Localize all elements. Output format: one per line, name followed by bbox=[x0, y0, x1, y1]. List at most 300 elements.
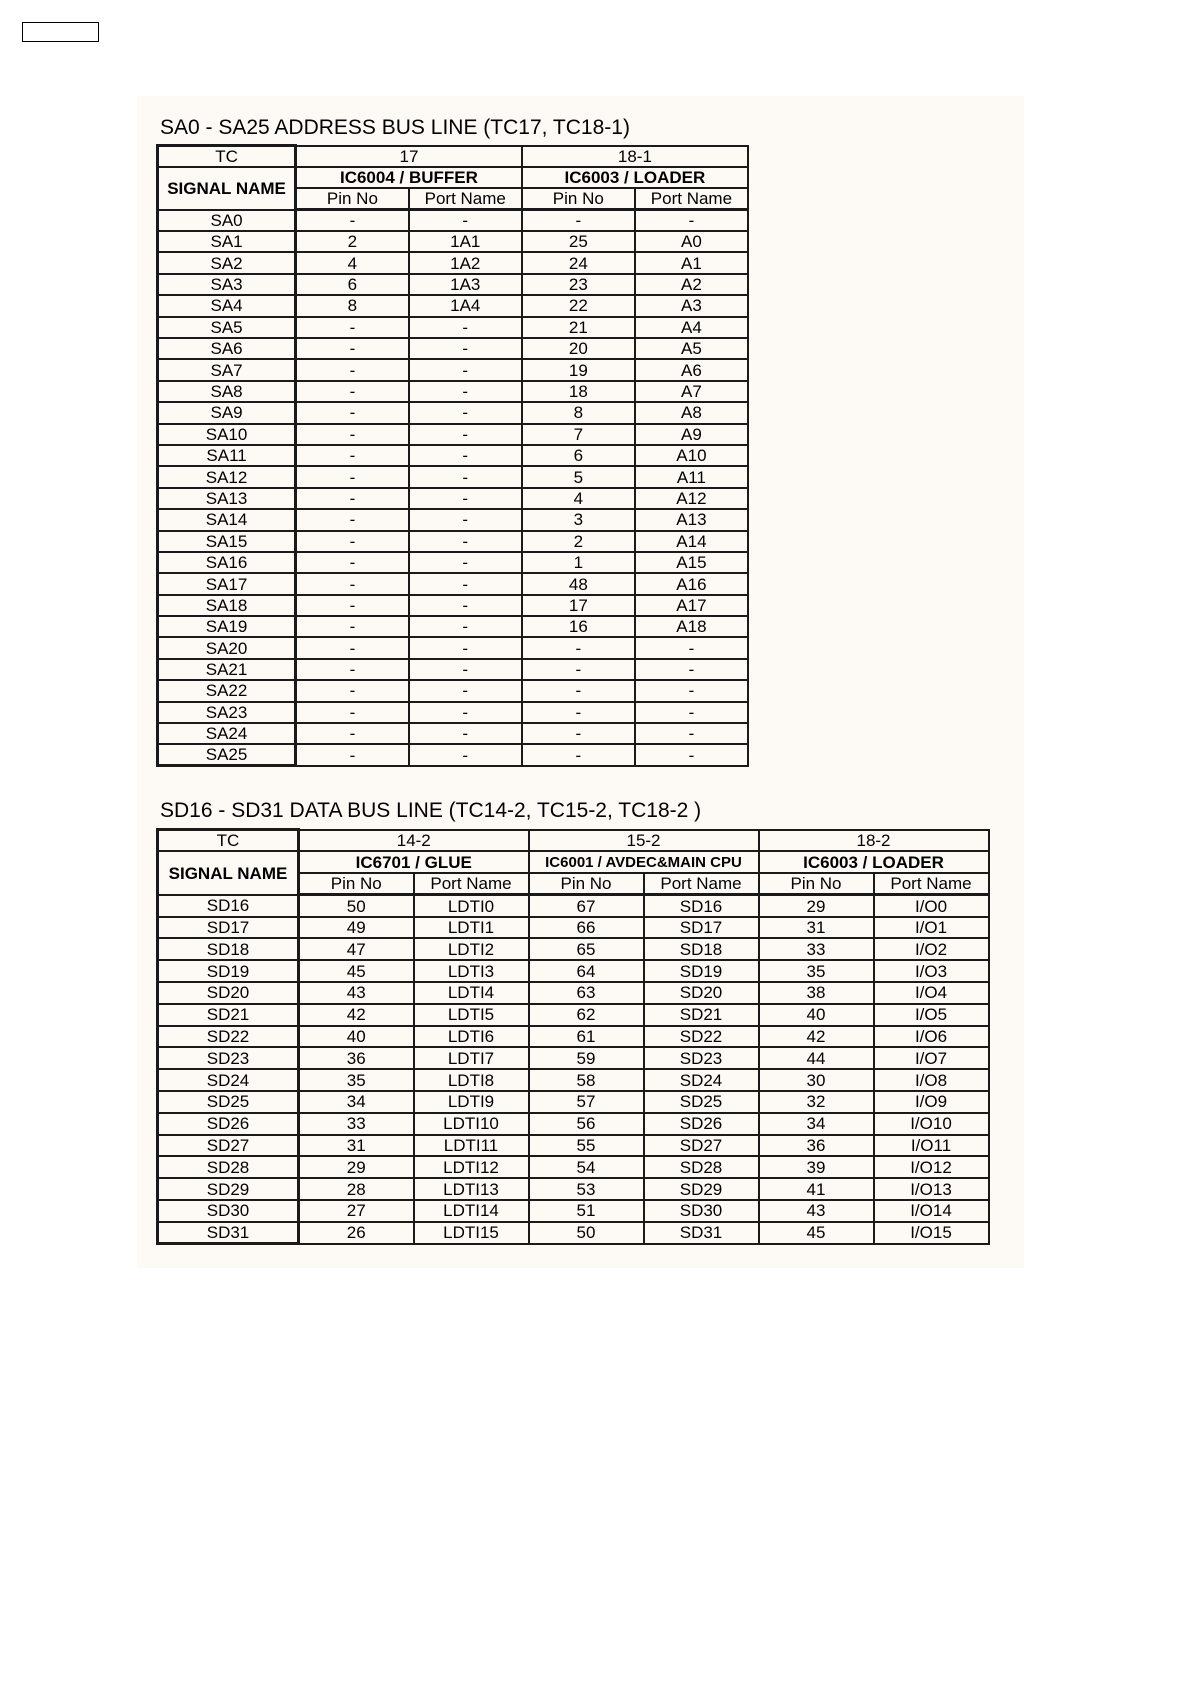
table-row bbox=[158, 1135, 989, 1157]
pin-no-cell: - bbox=[296, 317, 409, 338]
table-row bbox=[158, 466, 749, 487]
signal-name-cell: SA25 bbox=[158, 744, 296, 765]
pin-no-cell: - bbox=[522, 723, 635, 744]
port-name-cell: - bbox=[409, 531, 522, 552]
pin-no-cell: 21 bbox=[522, 317, 635, 338]
tc-value: 15-2 bbox=[529, 830, 759, 852]
pin-no-cell: 45 bbox=[299, 960, 414, 982]
port-name-cell: LDTI8 bbox=[414, 1069, 529, 1091]
signal-name-cell: SA10 bbox=[158, 424, 296, 445]
table-row bbox=[158, 424, 749, 445]
port-name-cell: A15 bbox=[635, 552, 748, 573]
table-row bbox=[158, 659, 749, 680]
pin-no-cell: 62 bbox=[529, 1004, 644, 1026]
table-row bbox=[158, 744, 749, 765]
port-name-cell: A7 bbox=[635, 381, 748, 402]
port-name-cell: SD18 bbox=[644, 938, 759, 960]
port-name-cell: LDTI9 bbox=[414, 1091, 529, 1113]
ic-name: IC6004 / BUFFER bbox=[296, 167, 522, 188]
pin-no-cell: 47 bbox=[299, 938, 414, 960]
port-name-header: Port Name bbox=[414, 873, 529, 895]
table-row bbox=[158, 1222, 989, 1244]
port-name-cell: SD24 bbox=[644, 1069, 759, 1091]
signal-name-cell: SD29 bbox=[158, 1178, 299, 1200]
port-name-cell: - bbox=[409, 723, 522, 744]
pin-no-cell: - bbox=[296, 680, 409, 701]
pin-no-cell: 6 bbox=[522, 445, 635, 466]
port-name-cell: A14 bbox=[635, 531, 748, 552]
pin-no-cell: 4 bbox=[296, 252, 409, 273]
pin-no-cell: 16 bbox=[522, 616, 635, 637]
tc-header-row bbox=[158, 146, 749, 167]
pin-no-cell: 38 bbox=[759, 982, 874, 1004]
table-row bbox=[158, 338, 749, 359]
port-name-cell: A2 bbox=[635, 274, 748, 295]
signal-name-cell: SD26 bbox=[158, 1113, 299, 1135]
port-name-cell: SD27 bbox=[644, 1135, 759, 1157]
pin-no-cell: 22 bbox=[522, 295, 635, 316]
port-name-cell: SD23 bbox=[644, 1047, 759, 1069]
signal-name-cell: SA20 bbox=[158, 637, 296, 658]
pin-no-cell: 24 bbox=[522, 252, 635, 273]
table-row bbox=[158, 252, 749, 273]
port-name-cell: LDTI13 bbox=[414, 1178, 529, 1200]
pin-no-cell: 19 bbox=[522, 359, 635, 380]
port-name-cell: I/O6 bbox=[874, 1026, 989, 1048]
pin-no-cell: 28 bbox=[299, 1178, 414, 1200]
port-name-cell: - bbox=[409, 359, 522, 380]
pin-no-cell: 48 bbox=[522, 573, 635, 594]
port-name-cell: SD25 bbox=[644, 1091, 759, 1113]
pin-no-cell: 23 bbox=[522, 274, 635, 295]
table-row bbox=[158, 317, 749, 338]
pin-no-cell: 49 bbox=[299, 917, 414, 939]
port-name-cell: I/O9 bbox=[874, 1091, 989, 1113]
port-name-header: Port Name bbox=[644, 873, 759, 895]
pin-no-cell: - bbox=[296, 616, 409, 637]
pin-no-cell: 61 bbox=[529, 1026, 644, 1048]
port-name-cell: - bbox=[409, 317, 522, 338]
port-name-cell: A13 bbox=[635, 509, 748, 530]
pin-no-cell: - bbox=[296, 381, 409, 402]
pin-no-cell: - bbox=[522, 659, 635, 680]
port-name-cell: LDTI14 bbox=[414, 1200, 529, 1222]
table-row bbox=[158, 680, 749, 701]
table-row bbox=[158, 982, 989, 1004]
signal-name-cell: SD19 bbox=[158, 960, 299, 982]
port-name-cell: - bbox=[409, 381, 522, 402]
port-name-cell: - bbox=[409, 573, 522, 594]
pin-no-cell: 40 bbox=[299, 1026, 414, 1048]
table-row bbox=[158, 637, 749, 658]
signal-name-cell: SD22 bbox=[158, 1026, 299, 1048]
pin-no-header: Pin No bbox=[522, 188, 635, 209]
pin-no-cell: - bbox=[522, 744, 635, 765]
pin-no-cell: 41 bbox=[759, 1178, 874, 1200]
table-row bbox=[158, 723, 749, 744]
port-name-cell: - bbox=[409, 659, 522, 680]
pin-no-cell: 8 bbox=[522, 402, 635, 423]
signal-name-cell: SA14 bbox=[158, 509, 296, 530]
pin-no-cell: 45 bbox=[759, 1222, 874, 1244]
pin-no-cell: 44 bbox=[759, 1047, 874, 1069]
port-name-cell: - bbox=[409, 424, 522, 445]
port-name-cell: - bbox=[409, 402, 522, 423]
signal-name-cell: SA8 bbox=[158, 381, 296, 402]
tc-value: 18-1 bbox=[522, 146, 748, 167]
table-row bbox=[158, 488, 749, 509]
table-row bbox=[158, 531, 749, 552]
signal-name-cell: SA18 bbox=[158, 595, 296, 616]
table-row bbox=[158, 552, 749, 573]
signal-name-cell: SA24 bbox=[158, 723, 296, 744]
pin-no-cell: 42 bbox=[299, 1004, 414, 1026]
pin-no-cell: 29 bbox=[299, 1156, 414, 1178]
header-box bbox=[22, 22, 99, 42]
table-row bbox=[158, 1047, 989, 1069]
port-name-cell: I/O8 bbox=[874, 1069, 989, 1091]
signal-name-cell: SA6 bbox=[158, 338, 296, 359]
pin-no-cell: 33 bbox=[759, 938, 874, 960]
pin-no-cell: 53 bbox=[529, 1178, 644, 1200]
signal-name-cell: SD20 bbox=[158, 982, 299, 1004]
port-name-header: Port Name bbox=[874, 873, 989, 895]
signal-name-header: SIGNAL NAME bbox=[158, 851, 299, 895]
ic-name: IC6701 / GLUE bbox=[299, 851, 529, 873]
table-row bbox=[158, 1026, 989, 1048]
port-name-cell: A8 bbox=[635, 402, 748, 423]
table-row bbox=[158, 1200, 989, 1222]
pin-no-cell: 50 bbox=[299, 895, 414, 917]
port-name-cell: SD26 bbox=[644, 1113, 759, 1135]
table-row bbox=[158, 359, 749, 380]
port-name-cell: - bbox=[409, 744, 522, 765]
table-row bbox=[158, 895, 989, 917]
port-name-cell: I/O1 bbox=[874, 917, 989, 939]
port-name-cell: 1A4 bbox=[409, 295, 522, 316]
table-row bbox=[158, 509, 749, 530]
pin-no-cell: - bbox=[296, 402, 409, 423]
port-name-cell: I/O0 bbox=[874, 895, 989, 917]
pin-no-cell: - bbox=[296, 702, 409, 723]
port-name-cell: LDTI1 bbox=[414, 917, 529, 939]
signal-name-cell: SA7 bbox=[158, 359, 296, 380]
pin-no-cell: - bbox=[296, 488, 409, 509]
pin-no-header: Pin No bbox=[299, 873, 414, 895]
pin-no-cell: 18 bbox=[522, 381, 635, 402]
pin-no-cell: - bbox=[522, 637, 635, 658]
tc-value: 17 bbox=[296, 146, 522, 167]
pin-no-cell: 27 bbox=[299, 1200, 414, 1222]
port-name-cell: A3 bbox=[635, 295, 748, 316]
pin-no-cell: 59 bbox=[529, 1047, 644, 1069]
data-bus-table bbox=[156, 828, 990, 1245]
port-name-cell: I/O11 bbox=[874, 1135, 989, 1157]
port-name-cell: A18 bbox=[635, 616, 748, 637]
port-name-cell: - bbox=[635, 702, 748, 723]
ic-header-row bbox=[158, 851, 989, 873]
port-name-cell: - bbox=[409, 637, 522, 658]
port-name-cell: A11 bbox=[635, 466, 748, 487]
port-name-cell: I/O13 bbox=[874, 1178, 989, 1200]
port-name-cell: A6 bbox=[635, 359, 748, 380]
pin-no-cell: 42 bbox=[759, 1026, 874, 1048]
port-name-cell: LDTI7 bbox=[414, 1047, 529, 1069]
port-name-cell: - bbox=[409, 338, 522, 359]
table-row bbox=[158, 445, 749, 466]
pin-no-cell: 1 bbox=[522, 552, 635, 573]
signal-name-cell: SA19 bbox=[158, 616, 296, 637]
port-name-cell: SD29 bbox=[644, 1178, 759, 1200]
signal-name-cell: SA3 bbox=[158, 274, 296, 295]
port-name-header: Port Name bbox=[635, 188, 748, 209]
port-name-cell: - bbox=[409, 595, 522, 616]
signal-name-cell: SA1 bbox=[158, 231, 296, 252]
table-row bbox=[158, 960, 989, 982]
pin-no-cell: 30 bbox=[759, 1069, 874, 1091]
signal-name-cell: SA17 bbox=[158, 573, 296, 594]
signal-name-cell: SA9 bbox=[158, 402, 296, 423]
pin-no-cell: 50 bbox=[529, 1222, 644, 1244]
table-row bbox=[158, 274, 749, 295]
ic-name: IC6003 / LOADER bbox=[759, 851, 989, 873]
pin-no-cell: 43 bbox=[759, 1200, 874, 1222]
port-name-cell: SD16 bbox=[644, 895, 759, 917]
table-row bbox=[158, 381, 749, 402]
ic-name: IC6003 / LOADER bbox=[522, 167, 748, 188]
pin-no-cell: 56 bbox=[529, 1113, 644, 1135]
port-name-cell: LDTI12 bbox=[414, 1156, 529, 1178]
port-name-cell: SD30 bbox=[644, 1200, 759, 1222]
pin-no-cell: - bbox=[296, 595, 409, 616]
table-row bbox=[158, 616, 749, 637]
ic-header-row bbox=[158, 167, 749, 188]
pin-no-cell: 31 bbox=[759, 917, 874, 939]
port-name-cell: - bbox=[409, 488, 522, 509]
signal-name-cell: SD23 bbox=[158, 1047, 299, 1069]
port-name-cell: - bbox=[409, 210, 522, 231]
pin-no-cell: - bbox=[296, 723, 409, 744]
port-name-cell: SD21 bbox=[644, 1004, 759, 1026]
signal-name-cell: SA4 bbox=[158, 295, 296, 316]
pin-no-cell: 34 bbox=[759, 1113, 874, 1135]
port-name-cell: A12 bbox=[635, 488, 748, 509]
address-bus-title: SA0 - SA25 ADDRESS BUS LINE (TC17, TC18-1) bbox=[160, 116, 630, 139]
signal-name-cell: SD18 bbox=[158, 938, 299, 960]
port-name-cell: A0 bbox=[635, 231, 748, 252]
pin-no-cell: - bbox=[296, 573, 409, 594]
signal-name-cell: SD31 bbox=[158, 1222, 299, 1244]
table-row bbox=[158, 1069, 989, 1091]
pin-no-cell: - bbox=[296, 466, 409, 487]
pin-no-cell: 29 bbox=[759, 895, 874, 917]
table-row bbox=[158, 573, 749, 594]
port-name-cell: SD28 bbox=[644, 1156, 759, 1178]
tc-value: 14-2 bbox=[299, 830, 529, 852]
port-name-cell: 1A3 bbox=[409, 274, 522, 295]
pin-no-cell: 35 bbox=[299, 1069, 414, 1091]
data-bus-title: SD16 - SD31 DATA BUS LINE (TC14-2, TC15-2, TC18-2 ) bbox=[160, 799, 702, 822]
pin-no-cell: - bbox=[296, 210, 409, 231]
pin-no-cell: 33 bbox=[299, 1113, 414, 1135]
port-name-cell: SD31 bbox=[644, 1222, 759, 1244]
ic-name: IC6001 / AVDEC&MAIN CPU bbox=[529, 851, 759, 873]
port-name-cell: - bbox=[635, 723, 748, 744]
table-row bbox=[158, 1091, 989, 1113]
port-name-cell: LDTI11 bbox=[414, 1135, 529, 1157]
pin-no-cell: 55 bbox=[529, 1135, 644, 1157]
port-name-cell: LDTI5 bbox=[414, 1004, 529, 1026]
port-name-header: Port Name bbox=[409, 188, 522, 209]
port-name-cell: I/O15 bbox=[874, 1222, 989, 1244]
port-name-cell: LDTI10 bbox=[414, 1113, 529, 1135]
pin-no-cell: 40 bbox=[759, 1004, 874, 1026]
signal-name-cell: SA2 bbox=[158, 252, 296, 273]
port-name-cell: - bbox=[635, 680, 748, 701]
table-row bbox=[158, 938, 989, 960]
pin-no-cell: - bbox=[522, 210, 635, 231]
pin-no-cell: 63 bbox=[529, 982, 644, 1004]
pin-no-cell: - bbox=[296, 359, 409, 380]
table-row bbox=[158, 402, 749, 423]
tc-label: TC bbox=[158, 830, 299, 852]
port-name-cell: LDTI2 bbox=[414, 938, 529, 960]
port-name-cell: - bbox=[409, 702, 522, 723]
pin-no-cell: - bbox=[296, 659, 409, 680]
port-name-cell: I/O7 bbox=[874, 1047, 989, 1069]
port-name-cell: A9 bbox=[635, 424, 748, 445]
pin-no-cell: 25 bbox=[522, 231, 635, 252]
port-name-cell: SD20 bbox=[644, 982, 759, 1004]
table-row bbox=[158, 1113, 989, 1135]
signal-name-cell: SA0 bbox=[158, 210, 296, 231]
address-bus-table bbox=[156, 144, 749, 767]
port-name-cell: LDTI15 bbox=[414, 1222, 529, 1244]
port-name-cell: A4 bbox=[635, 317, 748, 338]
port-name-cell: A1 bbox=[635, 252, 748, 273]
pin-no-cell: 5 bbox=[522, 466, 635, 487]
pin-no-cell: 6 bbox=[296, 274, 409, 295]
pin-no-cell: 34 bbox=[299, 1091, 414, 1113]
signal-name-header: SIGNAL NAME bbox=[158, 167, 296, 210]
pin-no-cell: 65 bbox=[529, 938, 644, 960]
signal-name-cell: SA12 bbox=[158, 466, 296, 487]
pin-no-cell: - bbox=[296, 509, 409, 530]
signal-name-cell: SD27 bbox=[158, 1135, 299, 1157]
pin-no-cell: - bbox=[296, 445, 409, 466]
table-row bbox=[158, 210, 749, 231]
signal-name-cell: SA5 bbox=[158, 317, 296, 338]
table-row bbox=[158, 295, 749, 316]
port-name-cell: - bbox=[409, 552, 522, 573]
signal-name-cell: SA22 bbox=[158, 680, 296, 701]
port-name-cell: - bbox=[635, 210, 748, 231]
port-name-cell: A16 bbox=[635, 573, 748, 594]
pin-no-cell: 66 bbox=[529, 917, 644, 939]
pin-no-header: Pin No bbox=[296, 188, 409, 209]
pin-no-cell: 35 bbox=[759, 960, 874, 982]
port-name-cell: LDTI6 bbox=[414, 1026, 529, 1048]
pin-no-header: Pin No bbox=[759, 873, 874, 895]
port-name-cell: SD19 bbox=[644, 960, 759, 982]
pin-no-cell: 4 bbox=[522, 488, 635, 509]
pin-no-cell: 26 bbox=[299, 1222, 414, 1244]
pin-no-cell: - bbox=[296, 424, 409, 445]
port-name-cell: A10 bbox=[635, 445, 748, 466]
signal-name-cell: SD28 bbox=[158, 1156, 299, 1178]
tc-value: 18-2 bbox=[759, 830, 989, 852]
pin-no-cell: - bbox=[296, 531, 409, 552]
table-row bbox=[158, 1178, 989, 1200]
signal-name-cell: SA13 bbox=[158, 488, 296, 509]
pin-no-cell: 43 bbox=[299, 982, 414, 1004]
table-row bbox=[158, 702, 749, 723]
port-name-cell: I/O5 bbox=[874, 1004, 989, 1026]
signal-name-cell: SA16 bbox=[158, 552, 296, 573]
pin-no-cell: 57 bbox=[529, 1091, 644, 1113]
port-name-cell: - bbox=[409, 509, 522, 530]
port-name-cell: I/O14 bbox=[874, 1200, 989, 1222]
table-row bbox=[158, 1004, 989, 1026]
pin-no-cell: 58 bbox=[529, 1069, 644, 1091]
port-name-cell: LDTI4 bbox=[414, 982, 529, 1004]
signal-name-cell: SA21 bbox=[158, 659, 296, 680]
signal-name-cell: SA11 bbox=[158, 445, 296, 466]
pin-no-cell: 32 bbox=[759, 1091, 874, 1113]
pin-no-cell: - bbox=[296, 338, 409, 359]
pin-no-cell: 2 bbox=[522, 531, 635, 552]
port-name-cell: 1A2 bbox=[409, 252, 522, 273]
pin-no-cell: 2 bbox=[296, 231, 409, 252]
pin-no-cell: 17 bbox=[522, 595, 635, 616]
pin-no-header: Pin No bbox=[529, 873, 644, 895]
tc-header-row bbox=[158, 830, 989, 852]
port-name-cell: LDTI3 bbox=[414, 960, 529, 982]
pin-no-cell: - bbox=[522, 702, 635, 723]
port-name-cell: - bbox=[635, 637, 748, 658]
pin-no-cell: 31 bbox=[299, 1135, 414, 1157]
pin-no-cell: 36 bbox=[299, 1047, 414, 1069]
port-name-cell: LDTI0 bbox=[414, 895, 529, 917]
port-name-cell: - bbox=[409, 466, 522, 487]
pin-no-cell: - bbox=[296, 552, 409, 573]
tc-label: TC bbox=[158, 146, 296, 167]
pin-no-cell: 3 bbox=[522, 509, 635, 530]
pin-no-cell: 20 bbox=[522, 338, 635, 359]
port-name-cell: I/O3 bbox=[874, 960, 989, 982]
pin-no-cell: - bbox=[296, 744, 409, 765]
table-row bbox=[158, 1156, 989, 1178]
pin-no-cell: 39 bbox=[759, 1156, 874, 1178]
port-name-cell: I/O10 bbox=[874, 1113, 989, 1135]
pin-no-cell: - bbox=[296, 637, 409, 658]
pin-no-cell: 8 bbox=[296, 295, 409, 316]
pin-no-cell: 51 bbox=[529, 1200, 644, 1222]
port-name-cell: - bbox=[635, 659, 748, 680]
signal-name-cell: SD21 bbox=[158, 1004, 299, 1026]
port-name-cell: 1A1 bbox=[409, 231, 522, 252]
port-name-cell: I/O12 bbox=[874, 1156, 989, 1178]
pin-no-cell: 36 bbox=[759, 1135, 874, 1157]
port-name-cell: SD22 bbox=[644, 1026, 759, 1048]
port-name-cell: I/O2 bbox=[874, 938, 989, 960]
table-row bbox=[158, 231, 749, 252]
pin-no-cell: 54 bbox=[529, 1156, 644, 1178]
signal-name-cell: SD30 bbox=[158, 1200, 299, 1222]
port-name-cell: A5 bbox=[635, 338, 748, 359]
port-name-cell: I/O4 bbox=[874, 982, 989, 1004]
port-name-cell: - bbox=[409, 616, 522, 637]
